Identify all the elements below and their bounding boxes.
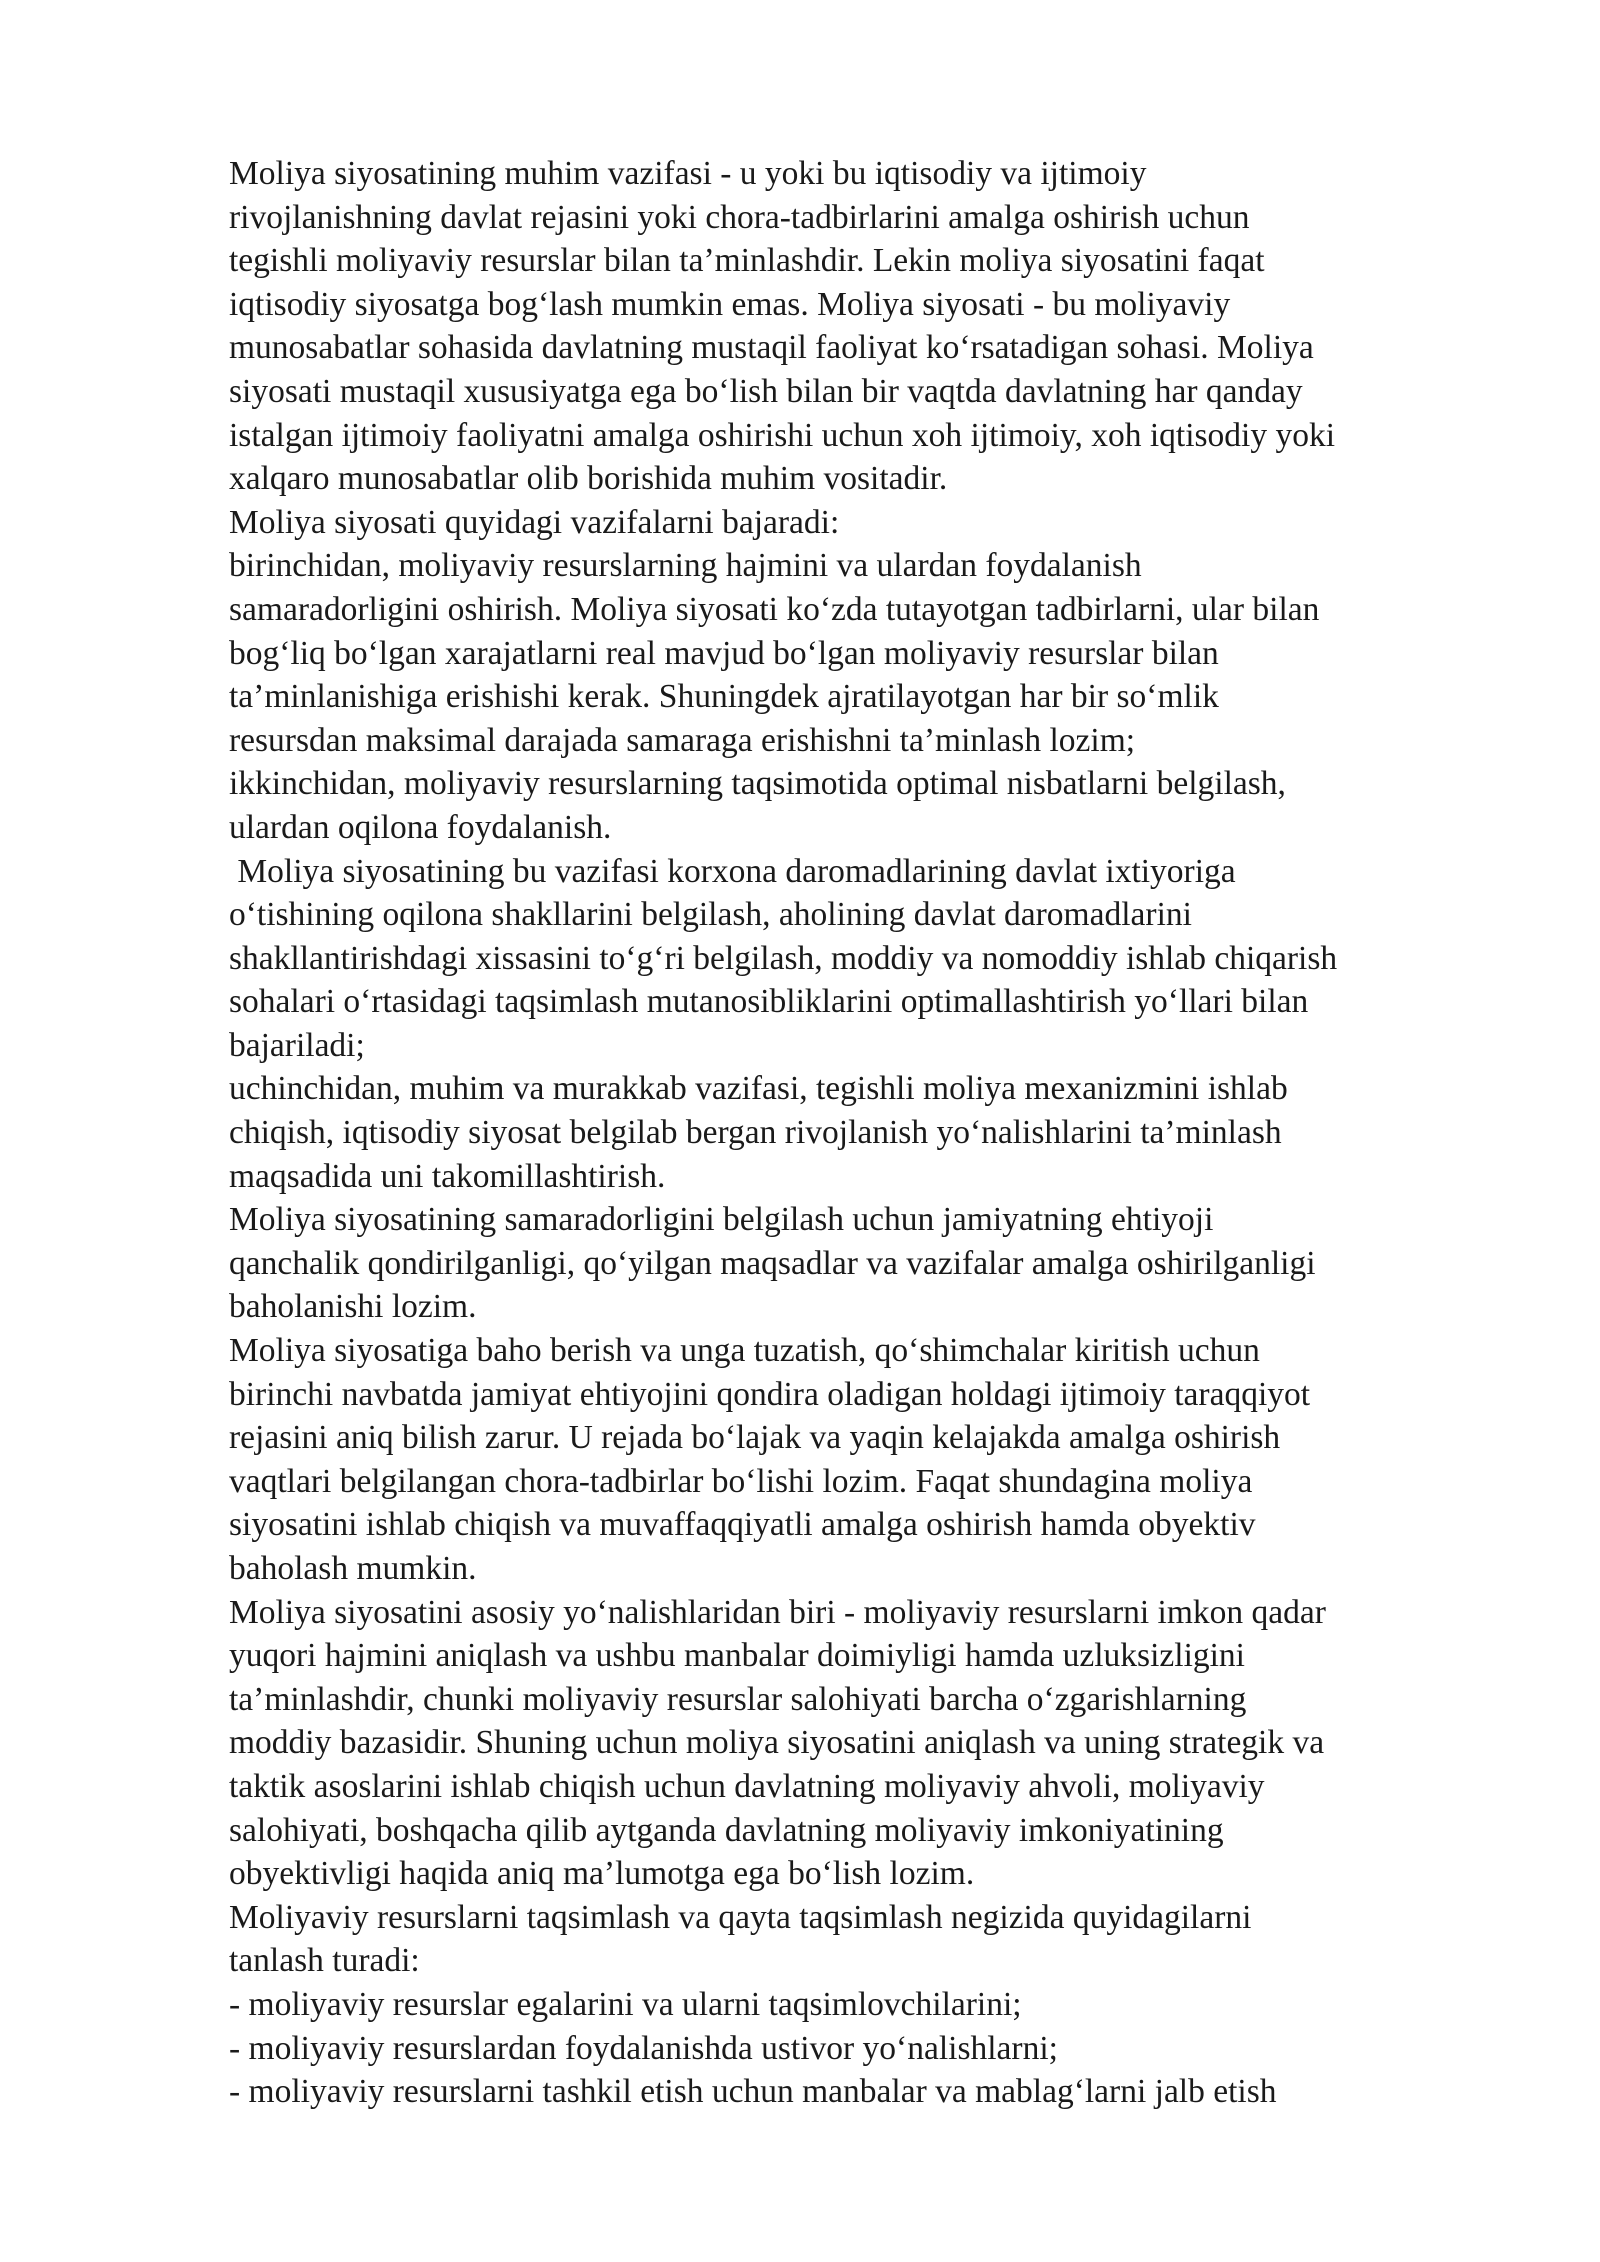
text-line: - moliyaviy resurslar egalarini va ularni taqsimlovchilarini; — [229, 1985, 1022, 2023]
text-line: resursdan maksimal darajada samaraga erishishni ta’minlash lozim; — [229, 721, 1136, 759]
text-line: iqtisodiy siyosatga bog‘lash mumkin emas. Moliya siyosati - bu moliyaviy — [229, 285, 1231, 323]
text-line: Moliya siyosatini asosiy yo‘nalishlaridan biri - moliyaviy resurslarni imkon qadar — [229, 1593, 1326, 1631]
text-line: siyosati mustaqil xususiyatga ega bo‘lish bilan bir vaqtda davlatning har qanday — [229, 372, 1303, 410]
text-line: Moliya siyosatining muhim vazifasi - u yoki bu iqtisodiy va ijtimoiy — [229, 155, 1147, 192]
text-line: birinchidan, moliyaviy resurslarning hajmini va ulardan foydalanish — [229, 547, 1142, 585]
text-line: bog‘liq bo‘lgan xarajatlarni real mavjud bo‘lgan moliyaviy resurslar bilan — [229, 634, 1219, 672]
text-line: birinchi navbatda jamiyat ehtiyojini qondira oladigan holdagi ijtimoiy taraqqiyot — [229, 1375, 1311, 1413]
text-line: baholanishi lozim. — [229, 1288, 477, 1326]
text-line: siyosatini ishlab chiqish va muvaffaqqiyatli amalga oshirish hamda obyektiv — [229, 1506, 1256, 1544]
text-line: uchinchidan, muhim va murakkab vazifasi, tegishli moliya mexanizmini ishlab — [229, 1070, 1288, 1108]
text-line: o‘tishining oqilona shakllarini belgilash, aholining davlat daromadlarini — [229, 896, 1192, 934]
text-line: maqsadida uni takomillashtirish. — [229, 1157, 666, 1195]
text-line: salohiyati, boshqacha qilib aytganda davlatning moliyaviy imkoniyatining — [229, 1811, 1224, 1849]
text-line: Moliya siyosatining bu vazifasi korxona daromadlarining davlat ixtiyoriga — [229, 852, 1236, 890]
text-line: Moliya siyosatining samaradorligini belgilash uchun jamiyatning ehtiyoji — [229, 1201, 1214, 1239]
text-line: moddiy bazasidir. Shuning uchun moliya siyosatini aniqlash va uning strategik va — [229, 1724, 1325, 1762]
text-line: - moliyaviy resurslarni tashkil etish uchun manbalar va mablag‘larni jalb etish — [229, 2073, 1277, 2111]
text-line: munosabatlar sohasida davlatning mustaqil faoliyat ko‘rsatadigan sohasi. Moliya — [229, 329, 1314, 367]
text-line: ulardan oqilona foydalanish. — [229, 808, 612, 846]
text-line: vaqtlari belgilangan chora-tadbirlar bo‘lishi lozim. Faqat shundagina moliya — [229, 1462, 1253, 1500]
text-line: yuqori hajmini aniqlash va ushbu manbalar doimiyligi hamda uzluksizligini — [229, 1637, 1245, 1675]
text-line: taktik asoslarini ishlab chiqish uchun davlatning moliyaviy ahvoli, moliyaviy — [229, 1767, 1265, 1805]
text-line: tanlash turadi: — [229, 1942, 420, 1980]
text-line: obyektivligi haqida aniq ma’lumotga ega bo‘lish lozim. — [229, 1855, 975, 1893]
document-body-text — [229, 152, 1519, 2114]
text-line: chiqish, iqtisodiy siyosat belgilab bergan rivojlanish yo‘nalishlarini ta’minlash — [229, 1114, 1282, 1152]
text-line: bajariladi; — [229, 1026, 365, 1064]
text-line: ikkinchidan, moliyaviy resurslarning taqsimotida optimal nisbatlarni belgilash, — [229, 765, 1286, 803]
text-line: Moliya siyosatiga baho berish va unga tuzatish, qo‘shimchalar kiritish uchun — [229, 1332, 1260, 1370]
text-line: tegishli moliyaviy resurslar bilan ta’minlashdir. Lekin moliya siyosatini faqat — [229, 242, 1265, 280]
text-line: shakllantirishdagi xissasini to‘g‘ri belgilash, moddiy va nomoddiy ishlab chiqarish — [229, 939, 1338, 977]
text-line: Moliyaviy resurslarni taqsimlash va qayta taqsimlash negizida quyidagilarni — [229, 1898, 1252, 1936]
text-line: xalqaro munosabatlar olib borishida muhim vositadir. — [229, 460, 948, 498]
text-line: - moliyaviy resurslardan foydalanishda ustivor yo‘nalishlarni; — [229, 2029, 1058, 2067]
text-line: ta’minlanishiga erishishi kerak. Shuningdek ajratilayotgan har bir so‘mlik — [229, 678, 1219, 716]
text-line: sohalari o‘rtasidagi taqsimlash mutanosibliklarini optimallashtirish yo‘llari bilan — [229, 983, 1309, 1021]
text-line: baholash mumkin. — [229, 1550, 477, 1587]
text-line: Moliya siyosati quyidagi vazifalarni bajaradi: — [229, 503, 840, 541]
text-line: ta’minlashdir, chunki moliyaviy resurslar salohiyati barcha o‘zgarishlarning — [229, 1680, 1247, 1718]
text-line: samaradorligini oshirish. Moliya siyosati ko‘zda tutayotgan tadbirlarni, ular bilan — [229, 590, 1320, 628]
text-line: istalgan ijtimoiy faoliyatni amalga oshirishi uchun xoh ijtimoiy, xoh iqtisodiy yoki — [229, 416, 1336, 454]
text-line: rivojlanishning davlat rejasini yoki chora-tadbirlarini amalga oshirish uchun — [229, 198, 1250, 236]
text-line: rejasini aniq bilish zarur. U rejada bo‘lajak va yaqin kelajakda amalga oshirish — [229, 1419, 1281, 1457]
text-line: qanchalik qondirilganligi, qo‘yilgan maqsadlar va vazifalar amalga oshirilganligi — [229, 1244, 1316, 1282]
